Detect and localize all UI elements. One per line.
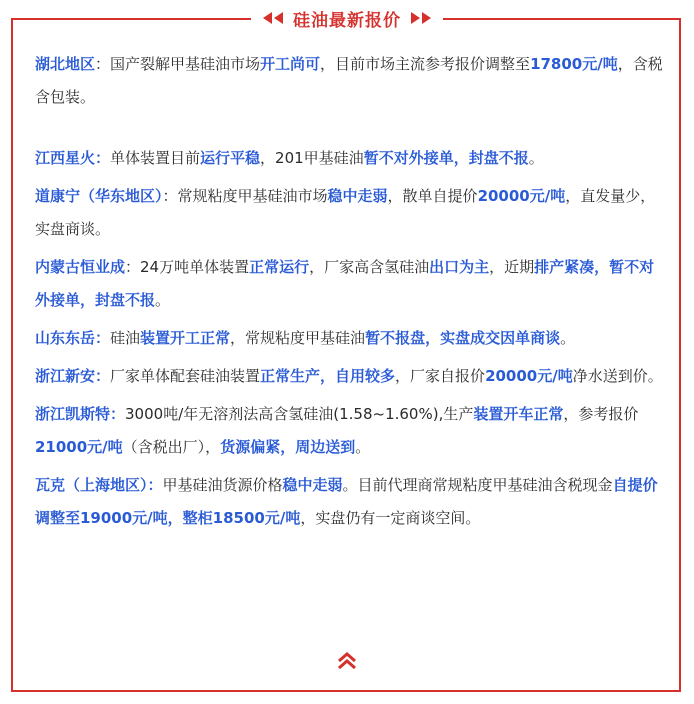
header-label-group [251, 6, 443, 31]
highlight-text: 暂不报盘，实盘成交因单商谈 [365, 329, 561, 347]
double-chevron-right-icon [411, 12, 431, 24]
list-item [35, 398, 663, 464]
section-header [0, 4, 694, 32]
highlight-text: 货源偏紧，周边送到 [220, 438, 356, 456]
body-text: 。目前代理商常规粘度甲基硅油含税现金 [342, 476, 613, 494]
body-text: 净水送到价。 [572, 367, 663, 385]
body-text: ，参考报价 [563, 405, 639, 423]
body-text: 硅油 [110, 329, 141, 347]
body-text: ，厂家高含氢硅油 [309, 258, 430, 276]
body-text: 单体装置目前 [110, 149, 201, 167]
highlight-text: 17800元/吨 [530, 55, 618, 73]
body-text: 厂家单体配套硅油装置 [110, 367, 261, 385]
double-chevron-left-icon [263, 12, 283, 24]
body-text: ，常规粘度甲基硅油 [230, 329, 366, 347]
highlight-text: 内蒙古恒业成 [35, 258, 126, 276]
highlight-text: 20000元/吨 [477, 187, 566, 205]
highlight-text: 暂不对外接单，封盘不报 [363, 149, 529, 167]
highlight-text: 瓦克（上海地区）： [35, 476, 163, 494]
body-text: ，散单自提价 [387, 187, 478, 205]
body-text: 。 [155, 291, 171, 309]
list-item [35, 142, 663, 175]
highlight-text: 正常运行 [249, 258, 310, 276]
highlight-text: 21000元/吨 [35, 438, 123, 456]
body-text: 。 [528, 149, 544, 167]
body-text: 。 [355, 438, 371, 456]
body-text: ：24万吨单体装置 [125, 258, 250, 276]
list-item [35, 48, 663, 114]
body-text: （含税出厂）， [122, 438, 221, 456]
highlight-text: 浙江新安： [35, 367, 111, 385]
highlight-text: 湖北地区 [35, 55, 96, 73]
body-text: 3000吨/年无溶剂法高含氢硅油(1.58~1.60%),生产 [125, 405, 474, 423]
body-text: 甲基硅油货源价格 [162, 476, 283, 494]
body-text: 。 [560, 329, 576, 347]
body-text: ，近期 [489, 258, 535, 276]
highlight-text: 运行平稳 [200, 149, 261, 167]
body-text: ：常规粘度甲基硅油市场 [162, 187, 328, 205]
highlight-text: 自提价调整至19000元/吨，整柜18500元/吨 [35, 476, 658, 527]
highlight-text: 排产紧凑，暂不对外接单，封盘不报 [35, 258, 655, 309]
highlight-text: 稳中走弱 [282, 476, 343, 494]
highlight-text: 江西星火： [35, 149, 111, 167]
double-chevron-up-icon[interactable] [337, 652, 357, 670]
body-text: ，含税含包装。 [35, 55, 663, 106]
highlight-text: 装置开车正常 [473, 405, 564, 423]
body-text: ，201甲基硅油 [260, 149, 364, 167]
highlight-text: 20000元/吨 [485, 367, 573, 385]
body-text: ，目前市场主流参考报价调整至 [320, 55, 531, 73]
highlight-text: 山东东岳： [35, 329, 111, 347]
body-text: ，直发量少，实盘商谈。 [35, 187, 656, 238]
list-item [35, 469, 663, 535]
list-item [35, 180, 663, 246]
highlight-text: 出口为主 [429, 258, 490, 276]
list-item [35, 322, 663, 355]
highlight-text: 稳中走弱 [327, 187, 388, 205]
price-report-list [35, 48, 663, 535]
body-text: ，实盘仍有一定商谈空间。 [300, 509, 481, 527]
highlight-text: 道康宁（华东地区） [35, 187, 163, 205]
body-text: ，厂家自报价 [395, 367, 486, 385]
page-title: 硅油最新报价 [293, 10, 401, 31]
highlight-text: 正常生产，自用较多 [260, 367, 396, 385]
body-text: ：国产裂解甲基硅油市场 [95, 55, 261, 73]
list-item [35, 251, 663, 317]
highlight-text: 浙江凯斯特： [35, 405, 126, 423]
highlight-text: 装置开工正常 [140, 329, 231, 347]
list-item [35, 360, 663, 393]
highlight-text: 开工尚可 [260, 55, 321, 73]
